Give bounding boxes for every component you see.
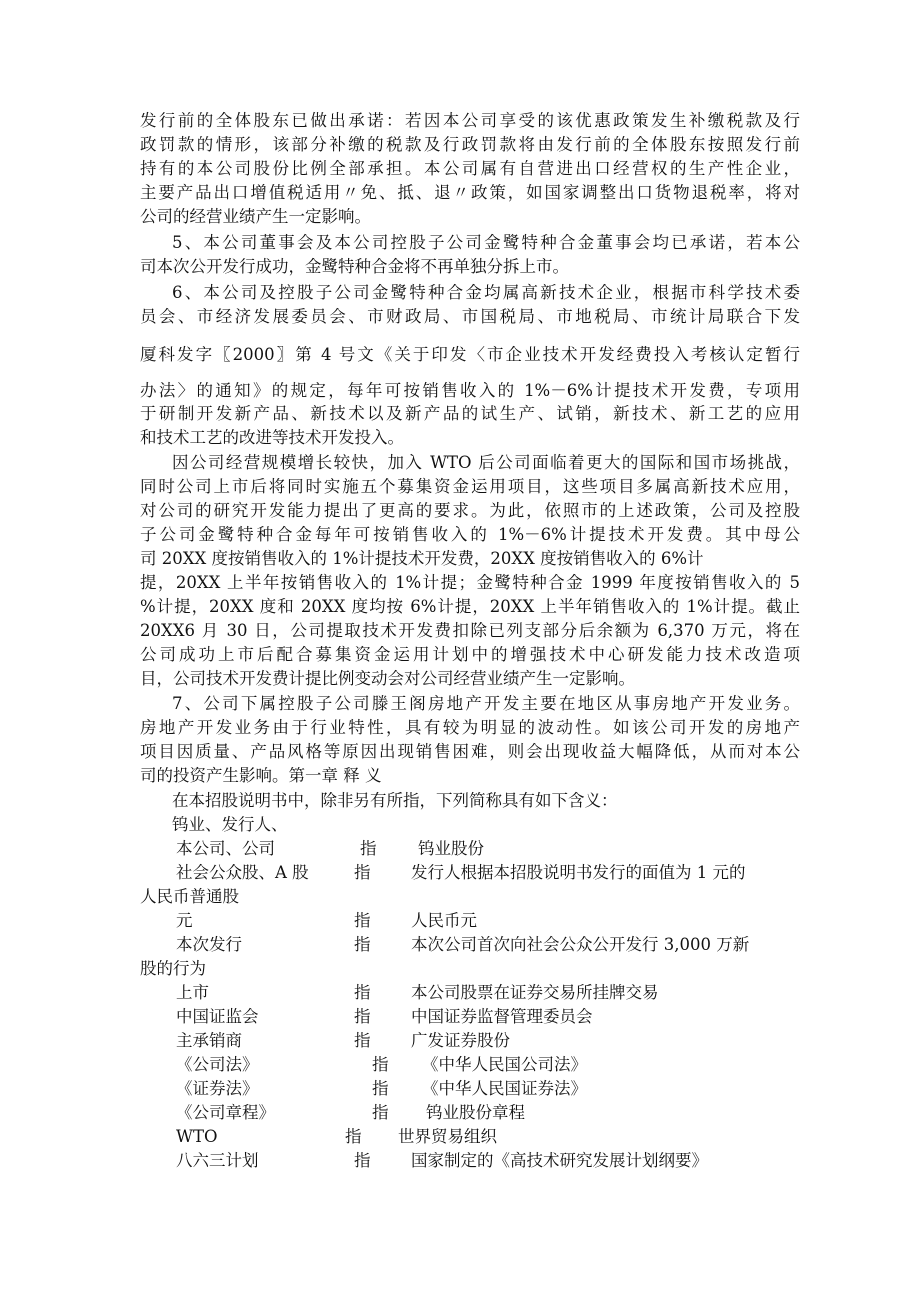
text-line: 持有的本公司股份比例全部承担。本公司属有自营进出口经营权的生产性企业，	[140, 159, 800, 178]
text-line: 员会、市经济发展委员会、市财政局、市国税局、市地税局、市统计局联合下发	[140, 307, 800, 326]
text-line: 司本次公开发行成功，金鹭特种合金将不再单独分拆上市。	[140, 257, 569, 276]
definition-zhi: 指	[354, 983, 371, 1002]
text-line: 公司成功上市后配合募集资金运用计划中的增强技术中心研发能力技术改造项	[140, 645, 800, 664]
definition-zhi: 指	[354, 863, 371, 882]
definition-value: 本次公司首次向社会公众公开发行 3,000 万新	[411, 935, 750, 954]
definition-term: 中国证监会	[176, 1007, 259, 1026]
definition-value: 钨业股份	[418, 839, 484, 858]
definition-value: 中国证券监督管理委员会	[411, 1007, 593, 1026]
definition-term: 本次发行	[176, 935, 242, 954]
definition-term: 主承销商	[176, 1031, 242, 1050]
text-line: 提，20XX 上半年按销售收入的 1%计提；金鹭特种合金 1999 年度按销售收入的 5	[140, 573, 800, 592]
text-line: 目，公司技术开发费计提比例变动会对公司经营业绩产生一定影响。	[140, 669, 635, 688]
text-line: 办法〉的通知》的规定，每年可按销售收入的 1%－6%计提技术开发费，专项用	[140, 381, 800, 400]
definition-value: 广发证券股份	[411, 1031, 510, 1050]
text-line: 政罚款的情形，该部分补缴的税款及行政罚款将由发行前的全体股东按照发行前	[140, 135, 800, 154]
definitions-pre: 钨业、发行人、	[172, 815, 288, 834]
text-line: 因公司经营规模增长较快，加入 WTO 后公司面临着更大的国际和国市场挑战，	[172, 453, 800, 472]
definition-value: 本公司股票在证券交易所挂牌交易	[411, 983, 659, 1002]
text-line: 项目因质量、产品风格等原因出现销售困难，则会出现收益大幅降低，从而对本公	[140, 742, 800, 761]
definition-value: 《中华人民国证券法》	[422, 1079, 587, 1098]
definition-term: 上市	[176, 983, 209, 1002]
definition-term: 元	[176, 911, 193, 930]
text-line: 于研制开发新产品、新技术以及新产品的试生产、试销，新技术、新工艺的应用	[140, 404, 800, 423]
definition-term: 《公司章程》	[176, 1103, 275, 1122]
text-line: 和技术工艺的改进等技术开发投入。	[140, 428, 404, 447]
text-line: 司 20XX 度按销售收入的 1%计提技术开发费，20XX 度按销售收入的 6%计	[140, 549, 704, 568]
definition-zhi: 指	[354, 935, 371, 954]
definition-term: 社会公众股、A 股	[176, 863, 309, 882]
text-line: 20XX6 月 30 日，公司提取技术开发费扣除已列支部分后余额为 6,370 万元，将在	[140, 621, 800, 640]
text-line: 对公司的研究开发能力提出了更高的要求。为此，依照市的上述政策，公司及控股	[140, 501, 800, 520]
definition-term: 本公司、公司	[176, 839, 275, 858]
text-line: 厦科发字〖2000〗第 4 号文《关于印发〈市企业技术开发经费投入考核认定暂行	[140, 345, 800, 364]
definition-term: 《证券法》	[176, 1079, 259, 1098]
definition-value-continued: 人民币普通股	[140, 887, 239, 906]
definition-value: 世界贸易组织	[398, 1127, 497, 1146]
definition-value: 国家制定的《高技术研究发展计划纲要》	[411, 1151, 708, 1170]
text-line: 7、公司下属控股子公司滕王阁房地产开发主要在地区从事房地产开发业务。	[172, 694, 800, 713]
definition-zhi: 指	[354, 911, 371, 930]
definitions-intro: 在本招股说明书中，除非另有所指，下列简称具有如下含义：	[172, 791, 618, 810]
definition-zhi: 指	[372, 1055, 389, 1074]
definition-zhi: 指	[354, 1007, 371, 1026]
definition-term: WTO	[176, 1127, 218, 1146]
text-line: 同时公司上市后将同时实施五个募集资金运用项目，这些项目多属高新技术应用，	[140, 477, 800, 496]
definition-zhi: 指	[345, 1127, 362, 1146]
text-line: 子公司金鹭特种合金每年可按销售收入的 1%－6%计提技术开发费。其中母公	[140, 525, 800, 544]
definition-value: 钨业股份章程	[426, 1103, 525, 1122]
definition-zhi: 指	[372, 1103, 389, 1122]
text-line: 主要产品出口增值税适用〃免、抵、退〃政策，如国家调整出口货物退税率，将对	[140, 183, 800, 202]
text-line: 6、本公司及控股子公司金鹭特种合金均属高新技术企业，根据市科学技术委	[172, 283, 800, 302]
definition-value: 发行人根据本招股说明书发行的面值为 1 元的	[411, 863, 746, 882]
definition-term: 八六三计划	[176, 1151, 259, 1170]
definition-value-continued: 股的行为	[140, 959, 206, 978]
chapter-heading-line: 司的投资产生影响。第一章 释 义	[140, 766, 382, 785]
definition-zhi: 指	[360, 839, 377, 858]
definition-zhi: 指	[354, 1151, 371, 1170]
definition-zhi: 指	[354, 1031, 371, 1050]
definition-value: 人民币元	[411, 911, 477, 930]
text-line: 公司的经营业绩产生一定影响。	[140, 207, 371, 226]
text-line: 5、本公司董事会及本公司控股子公司金鹭特种合金董事会均已承诺，若本公	[172, 233, 800, 252]
text-line: 发行前的全体股东已做出承诺：若因本公司享受的该优惠政策发生补缴税款及行	[140, 111, 800, 130]
text-line: 房地产开发业务由于行业特性，具有较为明显的波动性。如该公司开发的房地产	[140, 718, 800, 737]
definition-zhi: 指	[372, 1079, 389, 1098]
definition-term: 《公司法》	[176, 1055, 259, 1074]
definition-value: 《中华人民国公司法》	[422, 1055, 587, 1074]
text-line: %计提，20XX 度和 20XX 度均按 6%计提，20XX 上半年销售收入的 1%计提。截止	[140, 597, 800, 616]
